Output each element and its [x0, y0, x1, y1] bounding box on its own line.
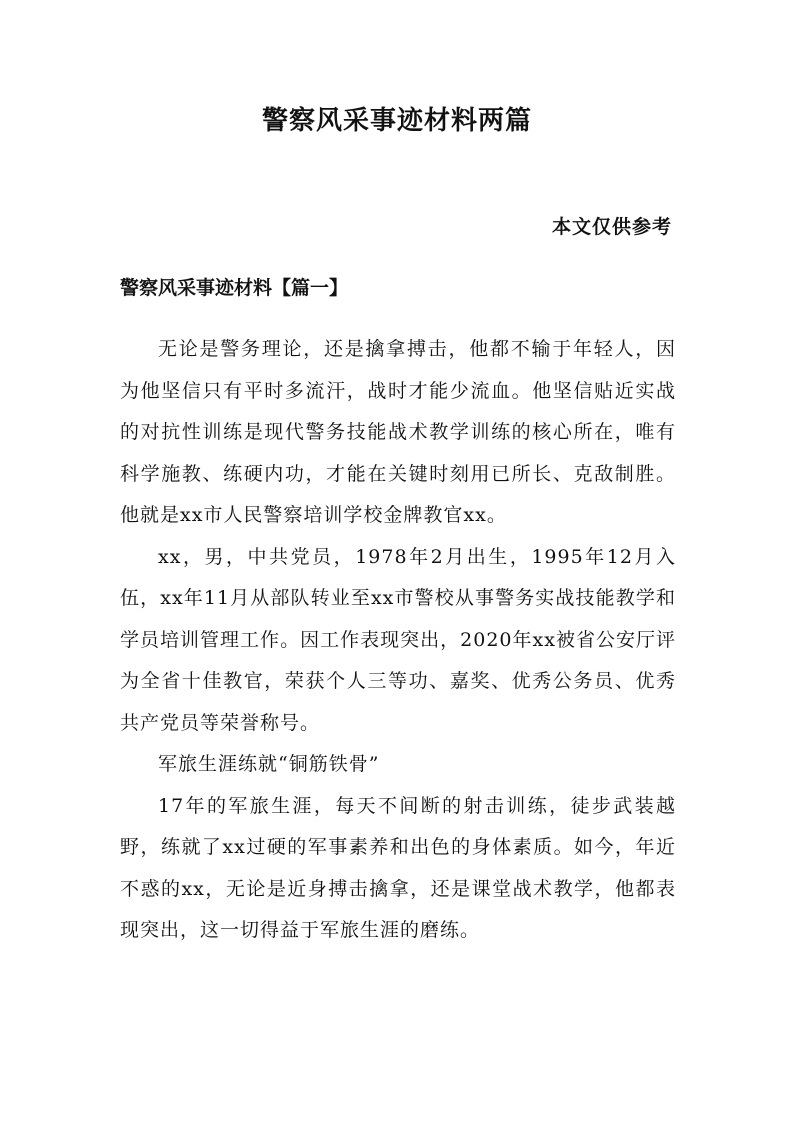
section-heading: 警察风采事迹材料【篇一】: [120, 277, 349, 299]
subheading: 军旅生涯练就“铜筋铁骨”: [158, 753, 380, 775]
reference-note: 本文仅供参考: [551, 216, 672, 238]
document-title: 警察风采事迹材料两篇: [261, 106, 532, 136]
paragraph: 17年的军旅生涯，每天不间断的射击训练，徒步武装越野，练就了xx过硬的军事素养和出色的身体素质。如今，年近不惑的xx，无论是近身搏击擒拿，还是课堂战术教学，他都表现突出，这一切得益于军旅生涯的磨练。: [120, 794, 676, 941]
body-text: [120, 329, 676, 952]
paragraph: 无论是警务理论，还是擒拿搏击，他都不输于年轻人，因为他坚信只有平时多流汗，战时才能少流血。他坚信贴近实战的对抗性训练是现代警务技能战术教学训练的核心所在，唯有科学施教、练硬内功，才能在关键时刻用已所长、克敌制胜。他就是xx市人民警察培训学校金牌教官xx。: [120, 338, 676, 526]
paragraph: xx，男，中共党员，1978年2月出生，1995年12月入伍，xx年11月从部队转业至xx市警校从事警务实战技能教学和学员培训管理工作。因工作表现突出，2020年xx被省公安厅评为全省十佳教官，荣获个人三等功、嘉奖、优秀公务员、优秀共产党员等荣誉称号。: [120, 545, 676, 734]
